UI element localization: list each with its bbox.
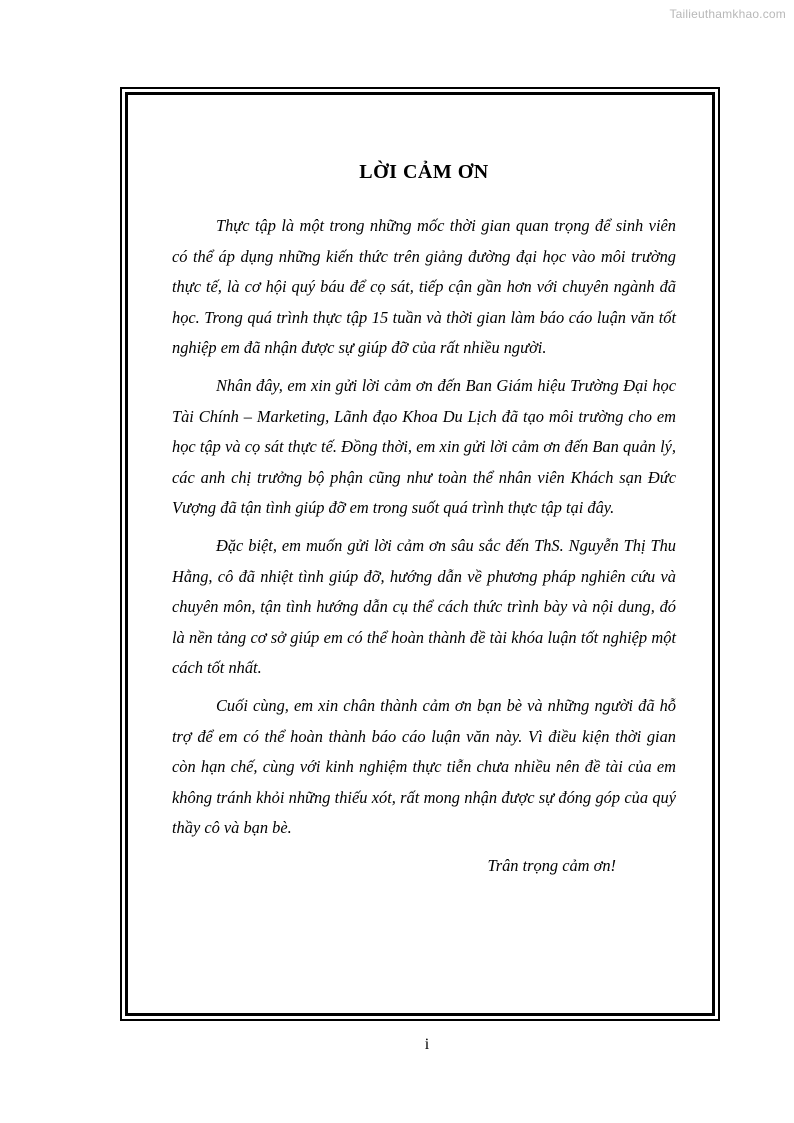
paragraph-3: Đặc biệt, em muốn gửi lời cảm ơn sâu sắc đến ThS. Nguyễn Thị Thu Hằng, cô đã nhiệt tình giúp đỡ, hướng dẫn về phương pháp nghiên cứu và chuyên môn, tận tình hướng dẫn cụ thể cách thức trình bày và nội dung, đó là nền tảng cơ sở giúp em có thể hoàn thành đề tài khóa luận tốt nghiệp một cách tốt nhất. bbox=[172, 535, 676, 678]
watermark: Tailieuthamkhao.com bbox=[669, 7, 786, 21]
paragraph-2: Nhân đây, em xin gửi lời cảm ơn đến Ban Giám hiệu Trường Đại học Tài Chính – Marketing, Lãnh đạo Khoa Du Lịch đã tạo môi trường cho em học tập và cọ sát thực tế. Đồng thời, em xin gửi lời cảm ơn đến Ban quản lý, các anh chị trưởng bộ phận cũng như toàn thể nhân viên Khách sạn Đức Vượng đã tận tình giúp đỡ em trong suốt quá trình thực tập tại đây. bbox=[172, 375, 676, 518]
page-number: i bbox=[424, 1036, 430, 1053]
document-body bbox=[172, 155, 676, 881]
paragraph-4: Cuối cùng, em xin chân thành cảm ơn bạn bè và những người đã hỗ trợ để em có thể hoàn thành báo cáo luận văn này. Vì điều kiện thời gian còn hạn chế, cùng với kinh nghiệm thực tiễn chưa nhiều nên đề tài của em không tránh khỏi những thiếu xót, rất mong nhận được sự đóng góp của quý thầy cô và bạn bè. bbox=[172, 695, 676, 838]
page-title: LỜI CẢM ƠN bbox=[359, 161, 489, 183]
paragraph-1: Thực tập là một trong những mốc thời gian quan trọng để sinh viên có thể áp dụng những kiến thức trên giảng đường đại học vào môi trường thực tế, là cơ hội quý báu để cọ sát, tiếp cận gần hơn với chuyên ngành đã học. Trong quá trình thực tập 15 tuần và thời gian làm báo cáo luận văn tốt nghiệp em đã nhận được sự giúp đỡ của rất nhiều người. bbox=[172, 216, 676, 358]
closing-line: Trân trọng cảm ơn! bbox=[487, 855, 616, 875]
